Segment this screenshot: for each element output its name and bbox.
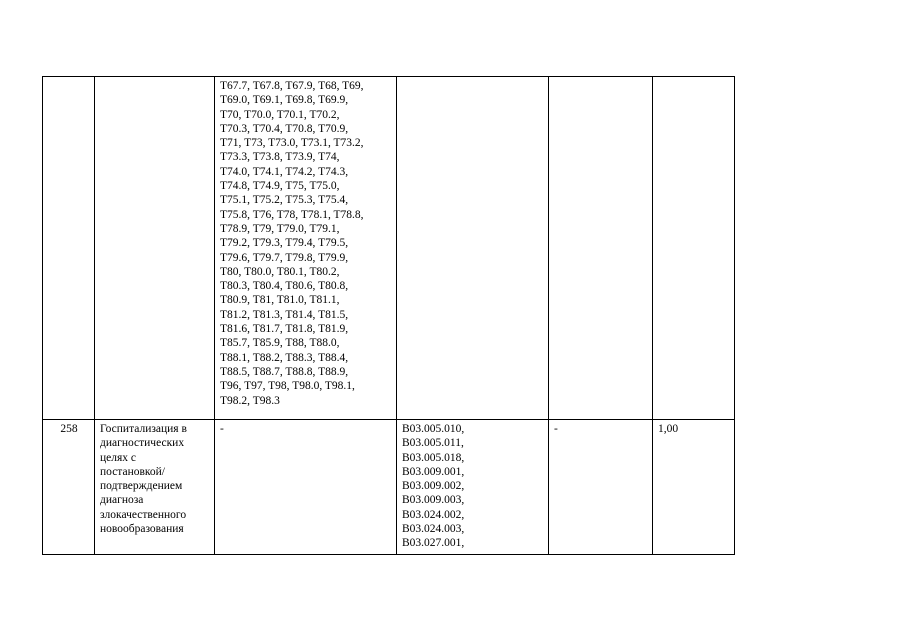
name-line: Госпитализация в: [100, 423, 187, 435]
cell-name-empty: [95, 77, 215, 420]
cell-other-criterion: -: [549, 420, 653, 555]
cell-diagnosis-codes: [215, 77, 397, 420]
code-line: T79.2, T79.3, T79.4, T79.5,: [220, 237, 349, 250]
code-line: T98.2, T98.3: [220, 394, 280, 407]
service-code-line: B03.009.002,: [402, 480, 465, 493]
cell-name: [95, 420, 215, 555]
table-row-258: [43, 420, 735, 555]
service-code-line: B03.005.018,: [402, 451, 465, 464]
name-line: диагноза: [100, 494, 144, 507]
service-code-line: B03.027.001,: [402, 537, 465, 550]
cell-number-empty: [43, 77, 95, 420]
name-line: подтверждением: [100, 480, 183, 493]
service-code-line: B03.024.002,: [402, 508, 465, 521]
code-line: T80.3, T80.4, T80.6, T80.8,: [220, 280, 349, 293]
code-line: T78.9, T79, T79.0, T79.1,: [220, 222, 340, 235]
code-line: T70, T70.0, T70.1, T70.2,: [220, 108, 340, 121]
code-line: T69.0, T69.1, T69.8, T69.9,: [220, 94, 349, 107]
code-line: T74.0, T74.1, T74.2, T74.3,: [220, 165, 349, 178]
cell-service-codes: [397, 420, 549, 555]
cell-diagnosis-codes: -: [215, 420, 397, 555]
service-code-line: B03.009.001,: [402, 465, 465, 478]
cell-other-criterion-empty: [549, 77, 653, 420]
code-line: T75.8, T76, T78, T78.1, T78.8,: [220, 208, 364, 221]
cell-number: 258: [43, 420, 95, 555]
cell-coefficient-empty: [653, 77, 735, 420]
code-line: T80, T80.0, T80.1, T80.2,: [220, 265, 340, 278]
code-line: T70.3, T70.4, T70.8, T70.9,: [220, 122, 349, 135]
service-code-line: B03.024.003,: [402, 523, 465, 536]
service-code-line: B03.005.010,: [402, 423, 465, 435]
name-line: диагностических: [100, 437, 185, 450]
code-line: T81.2, T81.3, T81.4, T81.5,: [220, 308, 349, 321]
code-line: T73.3, T73.8, T73.9, T74,: [220, 151, 340, 164]
code-line: T80.9, T81, T81.0, T81.1,: [220, 294, 340, 307]
code-line: T74.8, T74.9, T75, T75.0,: [220, 180, 340, 193]
table-row-continuation: [43, 77, 735, 420]
service-code-line: B03.005.011,: [402, 437, 464, 450]
code-line: T75.1, T75.2, T75.3, T75.4,: [220, 194, 349, 207]
service-code-line: B03.009.003,: [402, 494, 465, 507]
code-line: T85.7, T85.9, T88, T88.0,: [220, 337, 340, 350]
code-line: T88.1, T88.2, T88.3, T88.4,: [220, 351, 349, 364]
code-line: T67.7, T67.8, T67.9, T68, T69,: [220, 80, 364, 92]
cell-service-codes-empty: [397, 77, 549, 420]
cell-coefficient: 1,00: [653, 420, 735, 555]
code-line: T96, T97, T98, T98.0, T98.1,: [220, 380, 355, 393]
name-line: целях с: [100, 451, 137, 464]
tariff-table: [42, 76, 735, 555]
name-line: постановкой/: [100, 465, 166, 478]
code-line: T81.6, T81.7, T81.8, T81.9,: [220, 323, 349, 336]
name-line: злокачественного: [100, 508, 187, 521]
code-line: T88.5, T88.7, T88.8, T88.9,: [220, 365, 349, 378]
code-line: T79.6, T79.7, T79.8, T79.9,: [220, 251, 349, 264]
name-line: новообразования: [100, 523, 184, 536]
code-line: T71, T73, T73.0, T73.1, T73.2,: [220, 137, 364, 150]
